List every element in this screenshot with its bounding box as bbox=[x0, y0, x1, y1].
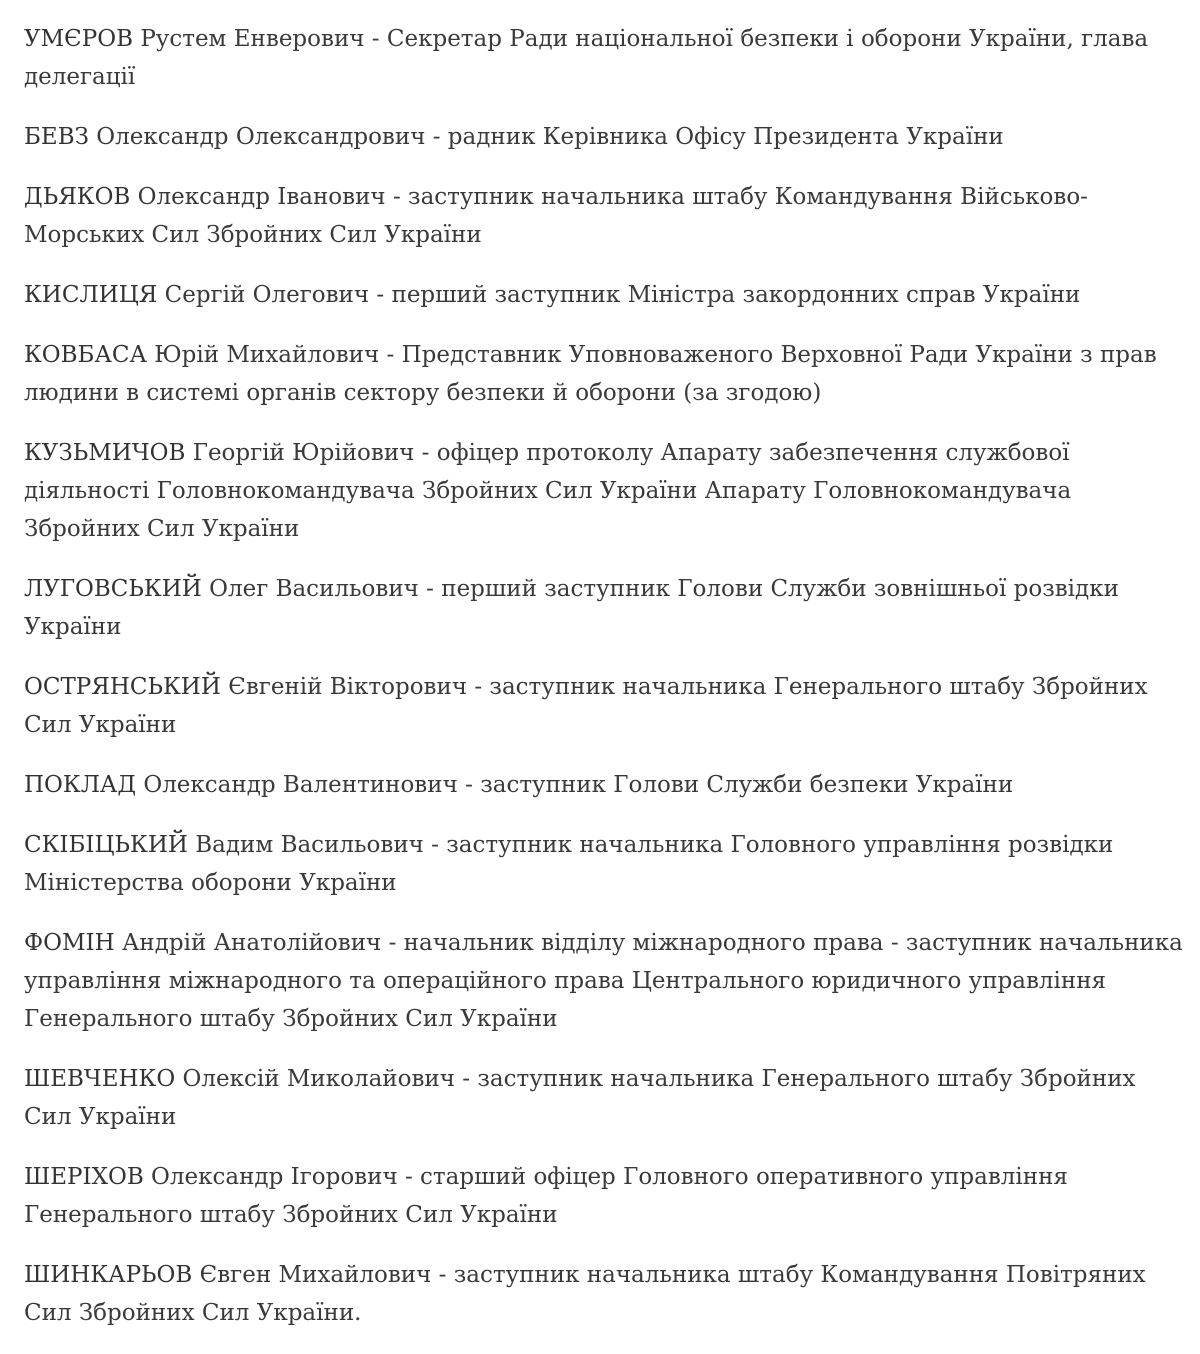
member-surname: ПОКЛАД bbox=[24, 772, 137, 798]
delegation-list bbox=[24, 20, 1184, 1354]
member-details: Вадим Васильович - заступник начальника Головного управління розвідки Міністерства оборони України bbox=[24, 832, 1114, 896]
member-details: Олександр Валентинович - заступник Голови Служби безпеки України bbox=[136, 772, 1014, 798]
list-item bbox=[24, 336, 1184, 412]
list-item bbox=[24, 570, 1184, 646]
member-surname: ШЕВЧЕНКО bbox=[24, 1066, 176, 1092]
member-details: Андрій Анатолійович - начальник відділу міжнародного права - заступник начальника управління міжнародного та операційного права Центрального юридичного управління Генерального штабу Збройних Сил України bbox=[24, 930, 1183, 1032]
member-surname: ШИНКАРЬОВ bbox=[24, 1262, 193, 1288]
list-item bbox=[24, 434, 1184, 548]
member-details: Євгеній Вікторович - заступник начальника Генерального штабу Збройних Сил України bbox=[24, 674, 1148, 738]
member-details: Олександр Ігорович - старший офіцер Головного оперативного управління Генерального штабу Збройних Сил України bbox=[24, 1164, 1068, 1228]
member-details: Олександр Іванович - заступник начальника штабу Командування Військово-Морських Сил Збройних Сил України bbox=[24, 184, 1088, 248]
list-item bbox=[24, 1256, 1184, 1332]
member-surname: СКІБІЦЬКИЙ bbox=[24, 832, 188, 858]
list-item bbox=[24, 826, 1184, 902]
list-item bbox=[24, 668, 1184, 744]
member-surname: ШЕРІХОВ bbox=[24, 1164, 144, 1190]
member-surname: ДЬЯКОВ bbox=[24, 184, 131, 210]
member-surname: ОСТРЯНСЬКИЙ bbox=[24, 674, 221, 700]
list-item bbox=[24, 766, 1184, 804]
member-details: Олег Васильович - перший заступник Голови Служби зовнішньої розвідки України bbox=[24, 576, 1119, 640]
member-surname: УМЄРОВ bbox=[24, 26, 134, 52]
list-item bbox=[24, 1060, 1184, 1136]
list-item bbox=[24, 178, 1184, 254]
list-item bbox=[24, 1158, 1184, 1234]
member-surname: КОВБАСА bbox=[24, 342, 147, 368]
member-surname: ЛУГОВСЬКИЙ bbox=[24, 576, 202, 602]
member-surname: КИСЛИЦЯ bbox=[24, 282, 158, 308]
list-item bbox=[24, 118, 1184, 156]
member-details: Рустем Енверович - Секретар Ради національної безпеки і оборони України, глава делегації bbox=[24, 26, 1149, 90]
member-details: Юрій Михайлович - Представник Уповноваженого Верховної Ради України з прав людини в системі органів сектору безпеки й оборони (за згодою) bbox=[24, 342, 1157, 406]
list-item bbox=[24, 924, 1184, 1038]
member-surname: КУЗЬМИЧОВ bbox=[24, 440, 186, 466]
member-details: Сергій Олегович - перший заступник Міністра закордонних справ України bbox=[157, 282, 1081, 308]
member-details: Олексій Миколайович - заступник начальника Генерального штабу Збройних Сил України bbox=[24, 1066, 1136, 1130]
member-surname: ФОМІН bbox=[24, 930, 115, 956]
member-details: Георгій Юрійович - офіцер протоколу Апарату забезпечення службової діяльності Головнокомандувача Збройних Сил України Апарату Головнокомандувача Збройних Сил України bbox=[24, 440, 1072, 542]
member-surname: БЕВЗ bbox=[24, 124, 89, 150]
list-item bbox=[24, 276, 1184, 314]
list-item bbox=[24, 20, 1184, 96]
member-details: Олександр Олександрович - радник Керівника Офісу Президента України bbox=[88, 124, 1004, 150]
member-details: Євген Михайлович - заступник начальника штабу Командування Повітряних Сил Збройних Сил України. bbox=[24, 1262, 1146, 1326]
